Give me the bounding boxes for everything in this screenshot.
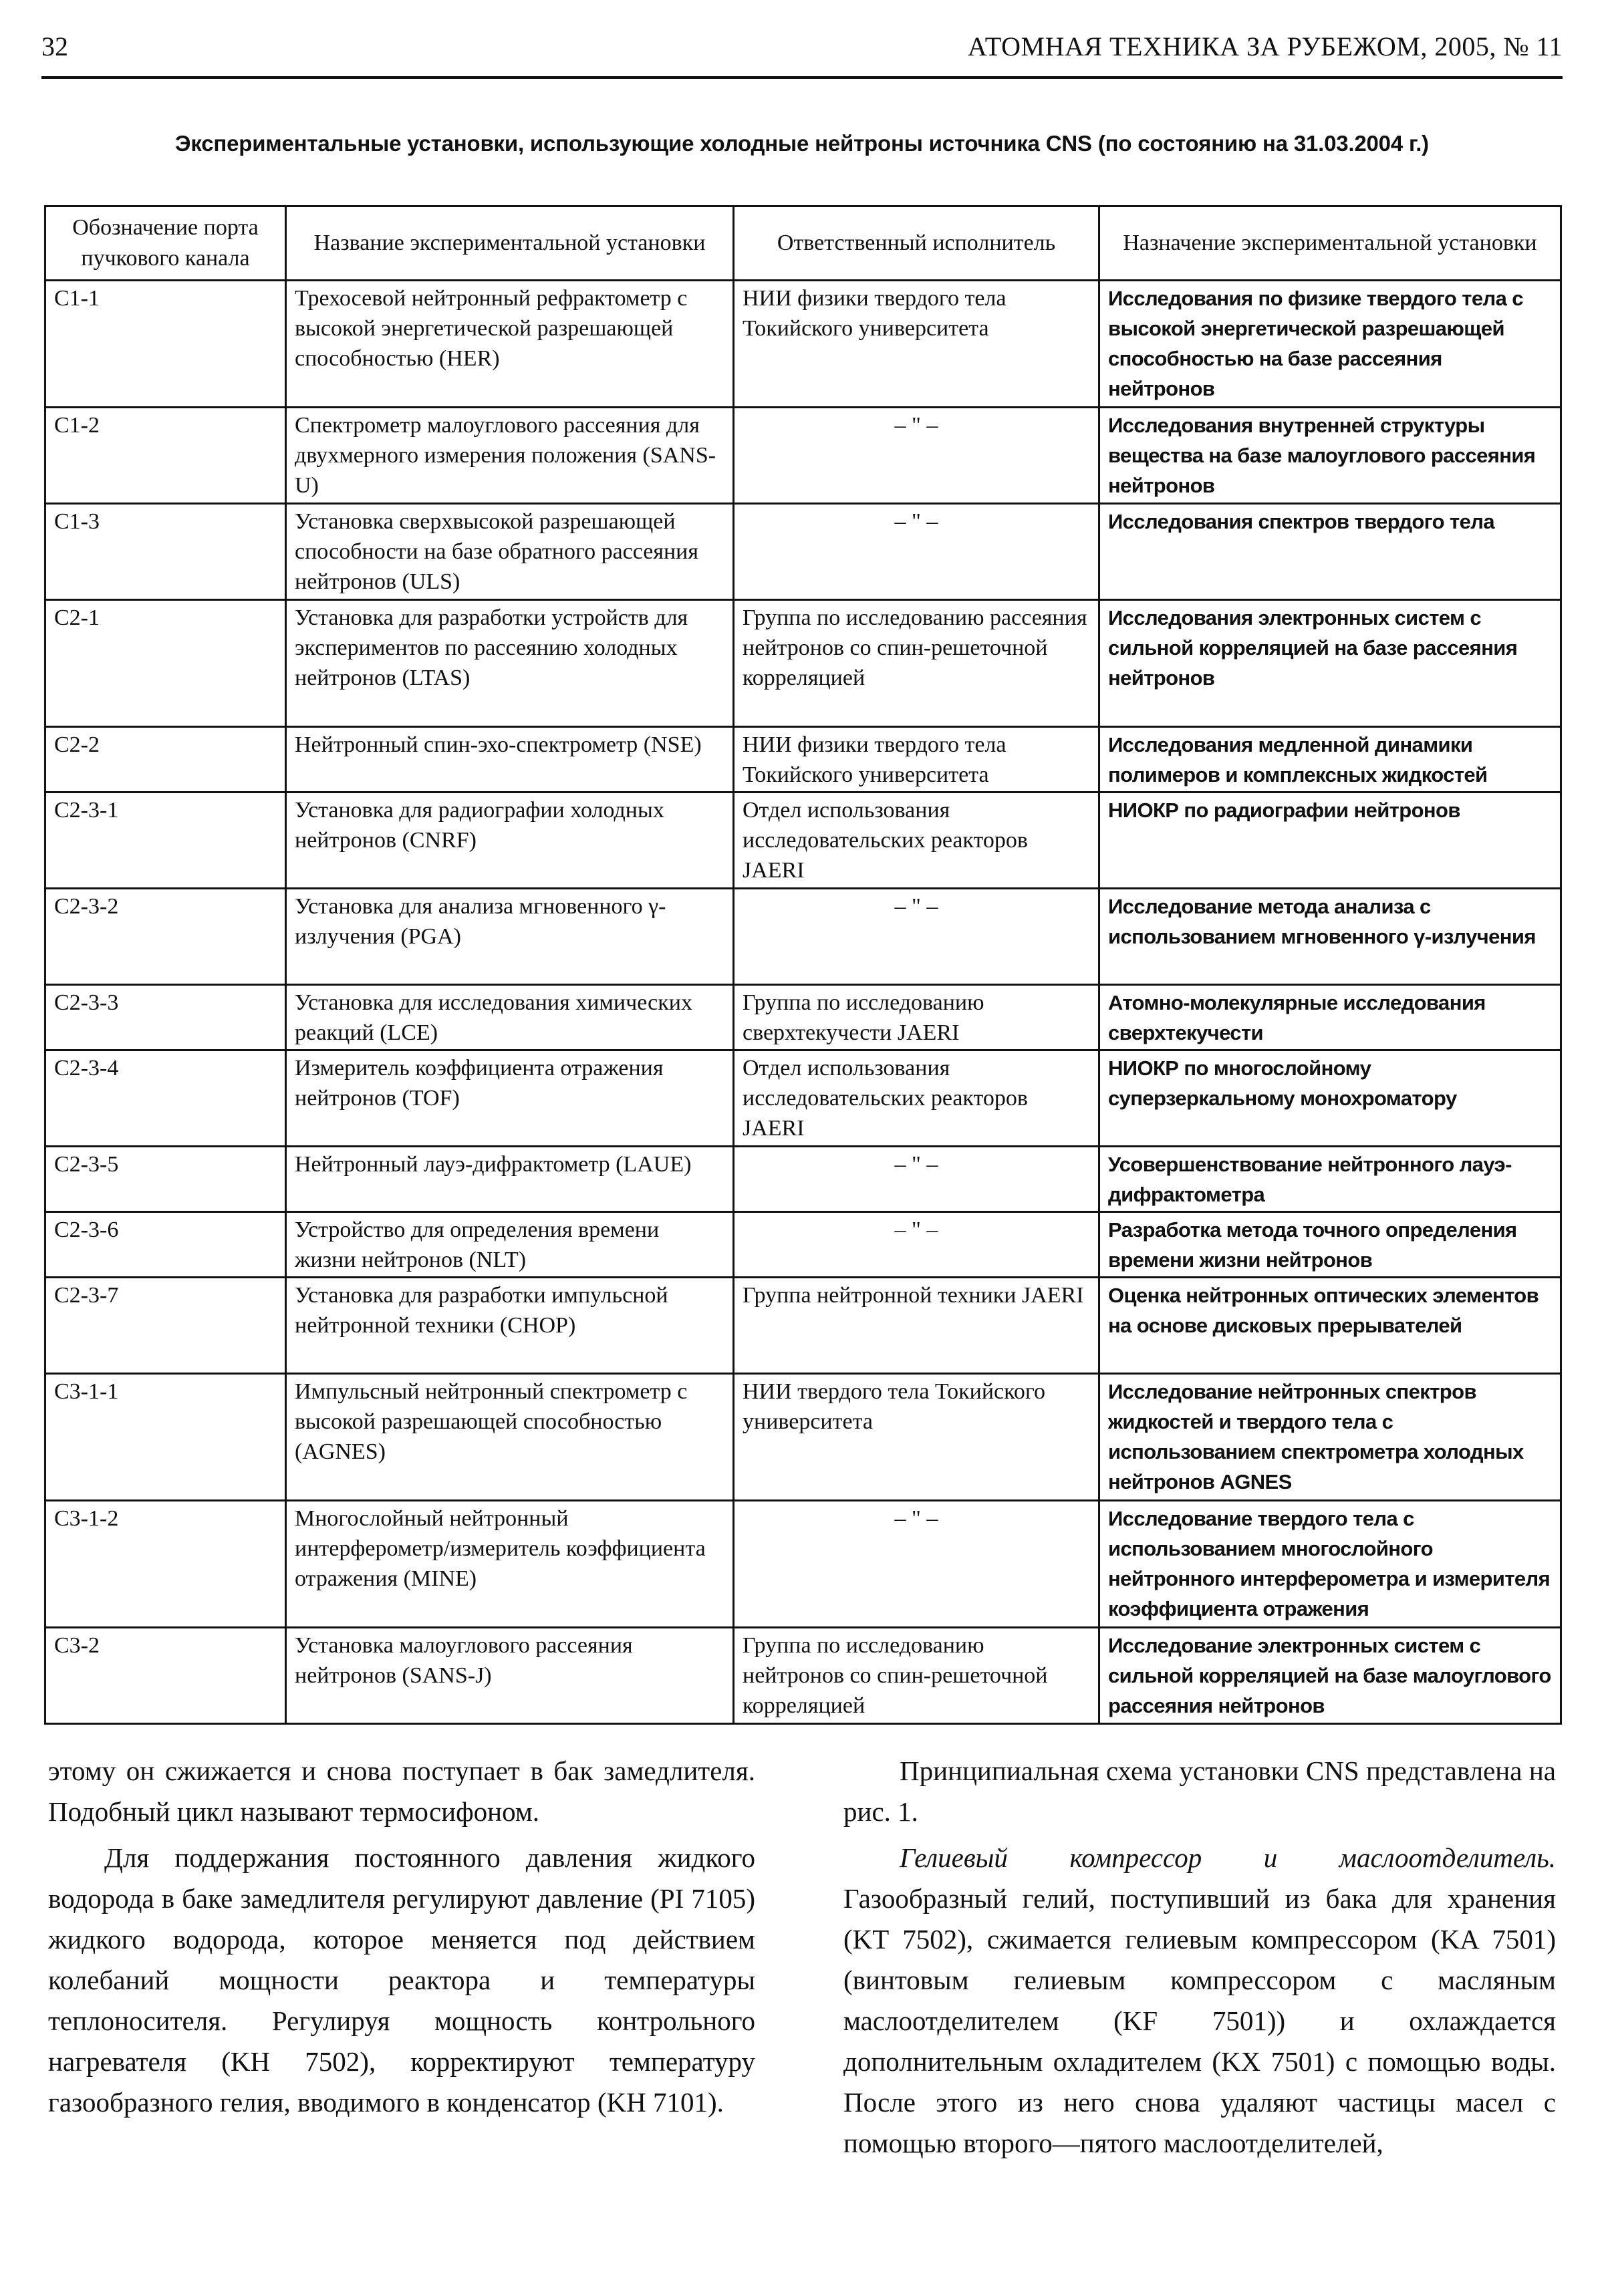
setup-name-cell: Установка для анализа мгновенного γ-излучения (PGA) [286,889,734,985]
table-row [45,985,1561,1050]
page-header [41,27,1563,79]
responsible-cell: Отдел использования исследовательских реакторов JAERI [734,793,1099,889]
responsible-cell: – " – [734,504,1099,600]
table-row [45,504,1561,600]
purpose-cell: Исследование электронных систем с сильной корреляцией на базе малоуглового рассеяния нейтронов [1099,1628,1561,1724]
port-cell: C2-3-6 [45,1212,286,1278]
setup-name-cell: Установка для разработки импульсной нейтронной техники (CHOP) [286,1278,734,1374]
port-cell: C2-3-7 [45,1278,286,1374]
setup-name-cell: Установка для радиографии холодных нейтронов (CNRF) [286,793,734,889]
header-purpose: Назначение экспериментальной установки [1099,206,1561,281]
equipment-table [44,205,1562,1725]
port-cell: C2-1 [45,600,286,727]
table-row [45,727,1561,793]
responsible-cell: НИИ физики твердого тела Токийского университета [734,727,1099,793]
port-cell: C2-2 [45,727,286,793]
purpose-cell: Исследование нейтронных спектров жидкостей и твердого тела с использованием спектрометра холодных нейтронов AGNES [1099,1374,1561,1501]
port-cell: C1-2 [45,408,286,504]
left-column [48,1751,755,2128]
setup-name-cell: Нейтронный спин-эхо-спектрометр (NSE) [286,727,734,793]
setup-name-cell: Спектрометр малоуглового рассеяния для двухмерного измерения положения (SANS-U) [286,408,734,504]
paragraph [843,1838,1556,2164]
port-cell: C3-1-1 [45,1374,286,1501]
purpose-cell: НИОКР по многослойному суперзеркальному монохроматору [1099,1050,1561,1147]
header-name: Название экспериментальной установки [286,206,734,281]
purpose-cell: Усовершенствование нейтронного лауэ-дифрактометра [1099,1147,1561,1212]
port-cell: C2-3-4 [45,1050,286,1147]
setup-name-cell: Установка малоуглового рассеяния нейтронов (SANS-J) [286,1628,734,1724]
table-row [45,1212,1561,1278]
port-cell: C1-1 [45,281,286,408]
responsible-cell: Группа по исследованию нейтронов со спин-решеточной корреляцией [734,1628,1099,1724]
responsible-cell: Группа нейтронной техники JAERI [734,1278,1099,1374]
purpose-cell: Исследования электронных систем с сильной корреляцией на базе рассеяния нейтронов [1099,600,1561,727]
setup-name-cell: Установка для разработки устройств для экспериментов по рассеянию холодных нейтронов (LTAS) [286,600,734,727]
section-heading: Гелиевый компрессор и маслоотделитель. [900,1842,1556,1873]
port-cell: C3-2 [45,1628,286,1724]
purpose-cell: Исследования медленной динамики полимеров и комплексных жидкостей [1099,727,1561,793]
paragraph: Принципиальная схема установки CNS представлена на рис. 1. [843,1755,1556,1827]
table-row [45,1278,1561,1374]
purpose-cell: Исследование метода анализа с использованием мгновенного γ-излучения [1099,889,1561,985]
setup-name-cell: Установка сверхвысокой разрешающей способности на базе обратного рассеяния нейтронов (ULS) [286,504,734,600]
setup-name-cell: Измеритель коэффициента отражения нейтронов (TOF) [286,1050,734,1147]
responsible-cell: – " – [734,889,1099,985]
responsible-cell: НИИ твердого тела Токийского университета [734,1374,1099,1501]
table-row [45,281,1561,408]
right-column [843,1751,1556,2169]
table-header-row [45,206,1561,281]
table-row [45,889,1561,985]
body-text [41,1751,1563,2272]
port-cell: C3-1-2 [45,1501,286,1628]
responsible-cell: – " – [734,1501,1099,1628]
setup-name-cell: Импульсный нейтронный спектрометр с высокой разрешающей способностью (AGNES) [286,1374,734,1501]
responsible-cell: Группа по исследованию сверхтекучести JAERI [734,985,1099,1050]
responsible-cell: Группа по исследованию рассеяния нейтронов со спин-решеточной корреляцией [734,600,1099,727]
purpose-cell: Исследование твердого тела с использованием многослойного нейтронного интерферометра и измерителя коэффициента отражения [1099,1501,1561,1628]
table-row [45,1501,1561,1628]
paragraph: Для поддержания постоянного давления жидкого водорода в баке замедлителя регулируют давление (PI 7105) жидкого водорода, которое меняется под действием колебаний мощности реактора и температуры теплоносителя. Регулируя мощность контрольного нагревателя (KH 7502), корректируют температуру газообразного гелия, вводимого в конденсатор (KH 7101). [48,1842,755,2118]
header-responsible: Ответственный исполнитель [734,206,1099,281]
port-cell: C1-3 [45,504,286,600]
port-cell: C2-3-1 [45,793,286,889]
paragraph-text: Газообразный гелий, поступивший из бака для хранения (KT 7502), сжимается гелиевым компрессором (KA 7501) (винтовым гелиевым компрессором с масляным маслоотделителем (KF 7501)) и охлаждается дополнительным охладителем (KX 7501) с помощью воды. После этого из него снова удаляют частицы масел с помощью второго—пятого маслоотделителей, [843,1883,1556,2158]
table-row [45,600,1561,727]
port-cell: C2-3-2 [45,889,286,985]
purpose-cell: НИОКР по радиографии нейтронов [1099,793,1561,889]
purpose-cell: Оценка нейтронных оптических элементов на основе дисковых прерывателей [1099,1278,1561,1374]
table-row [45,408,1561,504]
setup-name-cell: Установка для исследования химических реакций (LCE) [286,985,734,1050]
table-row [45,1374,1561,1501]
running-title: АТОМНАЯ ТЕХНИКА ЗА РУБЕЖОМ, 2005, № 11 [967,31,1563,61]
table-caption: Экспериментальные установки, использующие холодные нейтроны источника CNS (по состоянию на 31.03.2004 г.) [175,131,1429,156]
port-cell: C2-3-5 [45,1147,286,1212]
purpose-cell: Исследования внутренней структуры вещества на базе малоуглового рассеяния нейтронов [1099,408,1561,504]
page-number: 32 [41,31,68,61]
table-row [45,793,1561,889]
purpose-cell: Исследования по физике твердого тела с высокой энергетической разрешающей способностью на базе рассеяния нейтронов [1099,281,1561,408]
setup-name-cell: Многослойный нейтронный интерферометр/измеритель коэффициента отражения (MINE) [286,1501,734,1628]
responsible-cell: – " – [734,1212,1099,1278]
responsible-cell: НИИ физики твердого тела Токийского университета [734,281,1099,408]
responsible-cell: – " – [734,408,1099,504]
purpose-cell: Атомно-молекулярные исследования сверхтекучести [1099,985,1561,1050]
table-row [45,1628,1561,1724]
table-row [45,1050,1561,1147]
purpose-cell: Исследования спектров твердого тела [1099,504,1561,600]
setup-name-cell: Трехосевой нейтронный рефрактометр с высокой энергетической разрешающей способностью (HER) [286,281,734,408]
header-port: Обозначение порта пучкового канала [45,206,286,281]
responsible-cell: – " – [734,1147,1099,1212]
port-cell: C2-3-3 [45,985,286,1050]
setup-name-cell: Нейтронный лауэ-дифрактометр (LAUE) [286,1147,734,1212]
table-row [45,1147,1561,1212]
setup-name-cell: Устройство для определения времени жизни нейтронов (NLT) [286,1212,734,1278]
purpose-cell: Разработка метода точного определения времени жизни нейтронов [1099,1212,1561,1278]
responsible-cell: Отдел использования исследовательских реакторов JAERI [734,1050,1099,1147]
paragraph: этому он сжижается и снова поступает в бак замедлителя. Подобный цикл называют термосифоном. [48,1755,755,1827]
